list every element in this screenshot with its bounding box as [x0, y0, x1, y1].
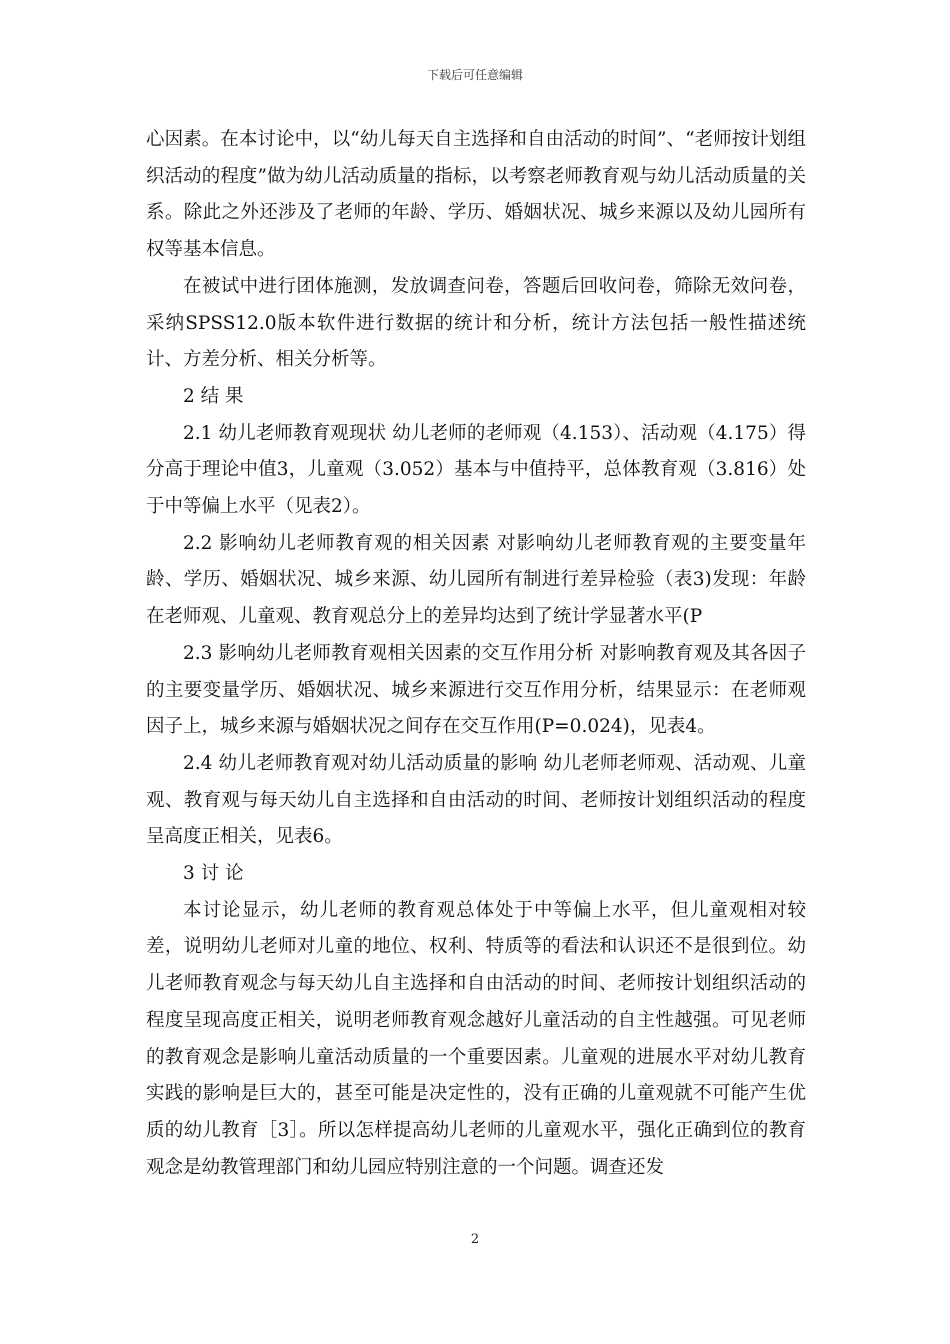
paragraph-result-2-3: 2.3 影响幼儿老师教育观相关因素的交互作用分析 对影响教育观及其各因子的主要变量学历、婚姻状况、城乡来源进行交互作用分析，结果显示：在老师观因子上，城乡来源与婚姻状况之间存在交互作用(P=0.024)，见表4。 [146, 642, 806, 738]
paragraph-method: 在被试中进行团体施测，发放调查问卷，答题后回收问卷，筛除无效问卷，采纳SPSS12.0版本软件进行数据的统计和分析，统计方法包括一般性描述统计、方差分析、相关分析等。 [146, 275, 806, 371]
paragraph-result-2-1: 2.1 幼儿老师教育观现状 幼儿老师的老师观（4.153）、活动观（4.175）得分高于理论中值3，儿童观（3.052）基本与中值持平，总体教育观（3.816）处于中等偏上水平（见表2）。 [146, 422, 806, 518]
body-text [146, 122, 806, 1186]
page-header: 下载后可任意编辑 [426, 68, 523, 82]
section-heading-discussion: 3 讨 论 [183, 863, 244, 885]
paragraph-discussion: 本讨论显示，幼儿老师的教育观总体处于中等偏上水平，但儿童观相对较差，说明幼儿老师对儿童的地位、权利、特质等的看法和认识还不是很到位。幼儿老师教育观念与每天幼儿自主选择和自由活动的时间、老师按计划组织活动的程度呈现高度正相关，说明老师教育观念越好儿童活动的自主性越强。可见老师的教育观念是影响儿童活动质量的一个重要因素。儿童观的进展水平对幼儿教育实践的影响是巨大的，甚至可能是决定性的，没有正确的儿童观就不可能产生优质的幼儿教育［3］。所以怎样提高幼儿老师的儿童观水平，强化正确到位的教育观念是幼教管理部门和幼儿园应特别注意的一个问题。调查还发 [146, 899, 806, 1178]
paragraph-intro-continued: 心因素。在本讨论中，以“幼儿每天自主选择和自由活动的时间”、“老师按计划组织活动的程度”做为幼儿活动质量的指标，以考察老师教育观与幼儿活动质量的关系。除此之外还涉及了老师的年龄、学历、婚姻状况、城乡来源以及幼儿园所有权等基本信息。 [146, 129, 806, 261]
page-number: 2 [470, 1232, 480, 1247]
section-heading-results: 2 结 果 [183, 385, 244, 407]
paragraph-result-2-4: 2.4 幼儿老师教育观对幼儿活动质量的影响 幼儿老师老师观、活动观、儿童观、教育观与每天幼儿自主选择和自由活动的时间、老师按计划组织活动的程度呈高度正相关，见表6。 [146, 752, 806, 848]
paragraph-result-2-2: 2.2 影响幼儿老师教育观的相关因素 对影响幼儿老师教育观的主要变量年龄、学历、婚姻状况、城乡来源、幼儿园所有制进行差异检验（表3)发现：年龄在老师观、儿童观、教育观总分上的差异均达到了统计学显著水平(P [146, 532, 806, 628]
